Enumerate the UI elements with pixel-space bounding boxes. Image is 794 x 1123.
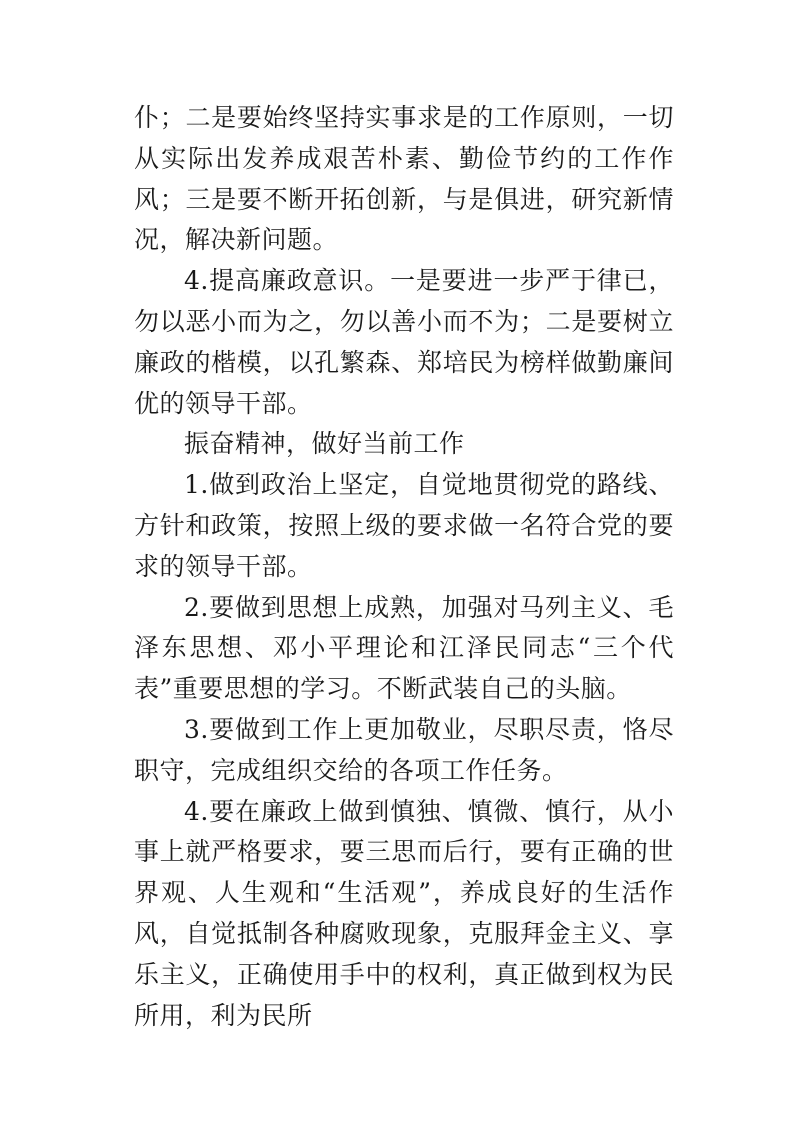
section-heading: 振奋精神，做好当前工作: [184, 429, 465, 459]
paragraph-integrity-awareness: 4.提高廉政意识。一是要进一步严于律已，勿以恶小而为之，勿以善小而不为；二是要树立廉政的楷模，以孔繁森、郑培民为榜样做勤廉间优的领导干部。: [134, 266, 674, 418]
document-body: [134, 98, 674, 1036]
paragraph-work-dedication: 3.要做到工作上更加敬业，尽职尽责，恪尽职守，完成组织交给的各项工作任务。: [134, 714, 674, 785]
paragraph-political-firmness: 1.做到政治上坚定，自觉地贯彻党的路线、方针和政策，按照上级的要求做一名符合党的要求的领导干部。: [134, 470, 674, 581]
paragraph-continuation: 仆；二是要始终坚持实事求是的工作原则，一切从实际出发养成艰苦朴素、勤俭节约的工作作风；三是要不断开拓创新，与是俱进，研究新情况，解决新问题。: [134, 103, 674, 255]
paragraph-ideological-maturity: 2.要做到思想上成熟，加强对马列主义、毛泽东思想、邓小平理论和江泽民同志“三个代表”重要思想的学习。不断武装自己的头脑。: [134, 592, 674, 704]
paragraph-integrity-conduct: 4.要在廉政上做到慎独、慎微、慎行，从小事上就严格要求，要三思而后行，要有正确的世界观、人生观和“生活观”，养成良好的生活作风，自觉抵制各种腐败现象，克服拜金主义、享乐主义，正确使用手中的权利，真正做到权为民所用，利为民所: [134, 796, 674, 1030]
